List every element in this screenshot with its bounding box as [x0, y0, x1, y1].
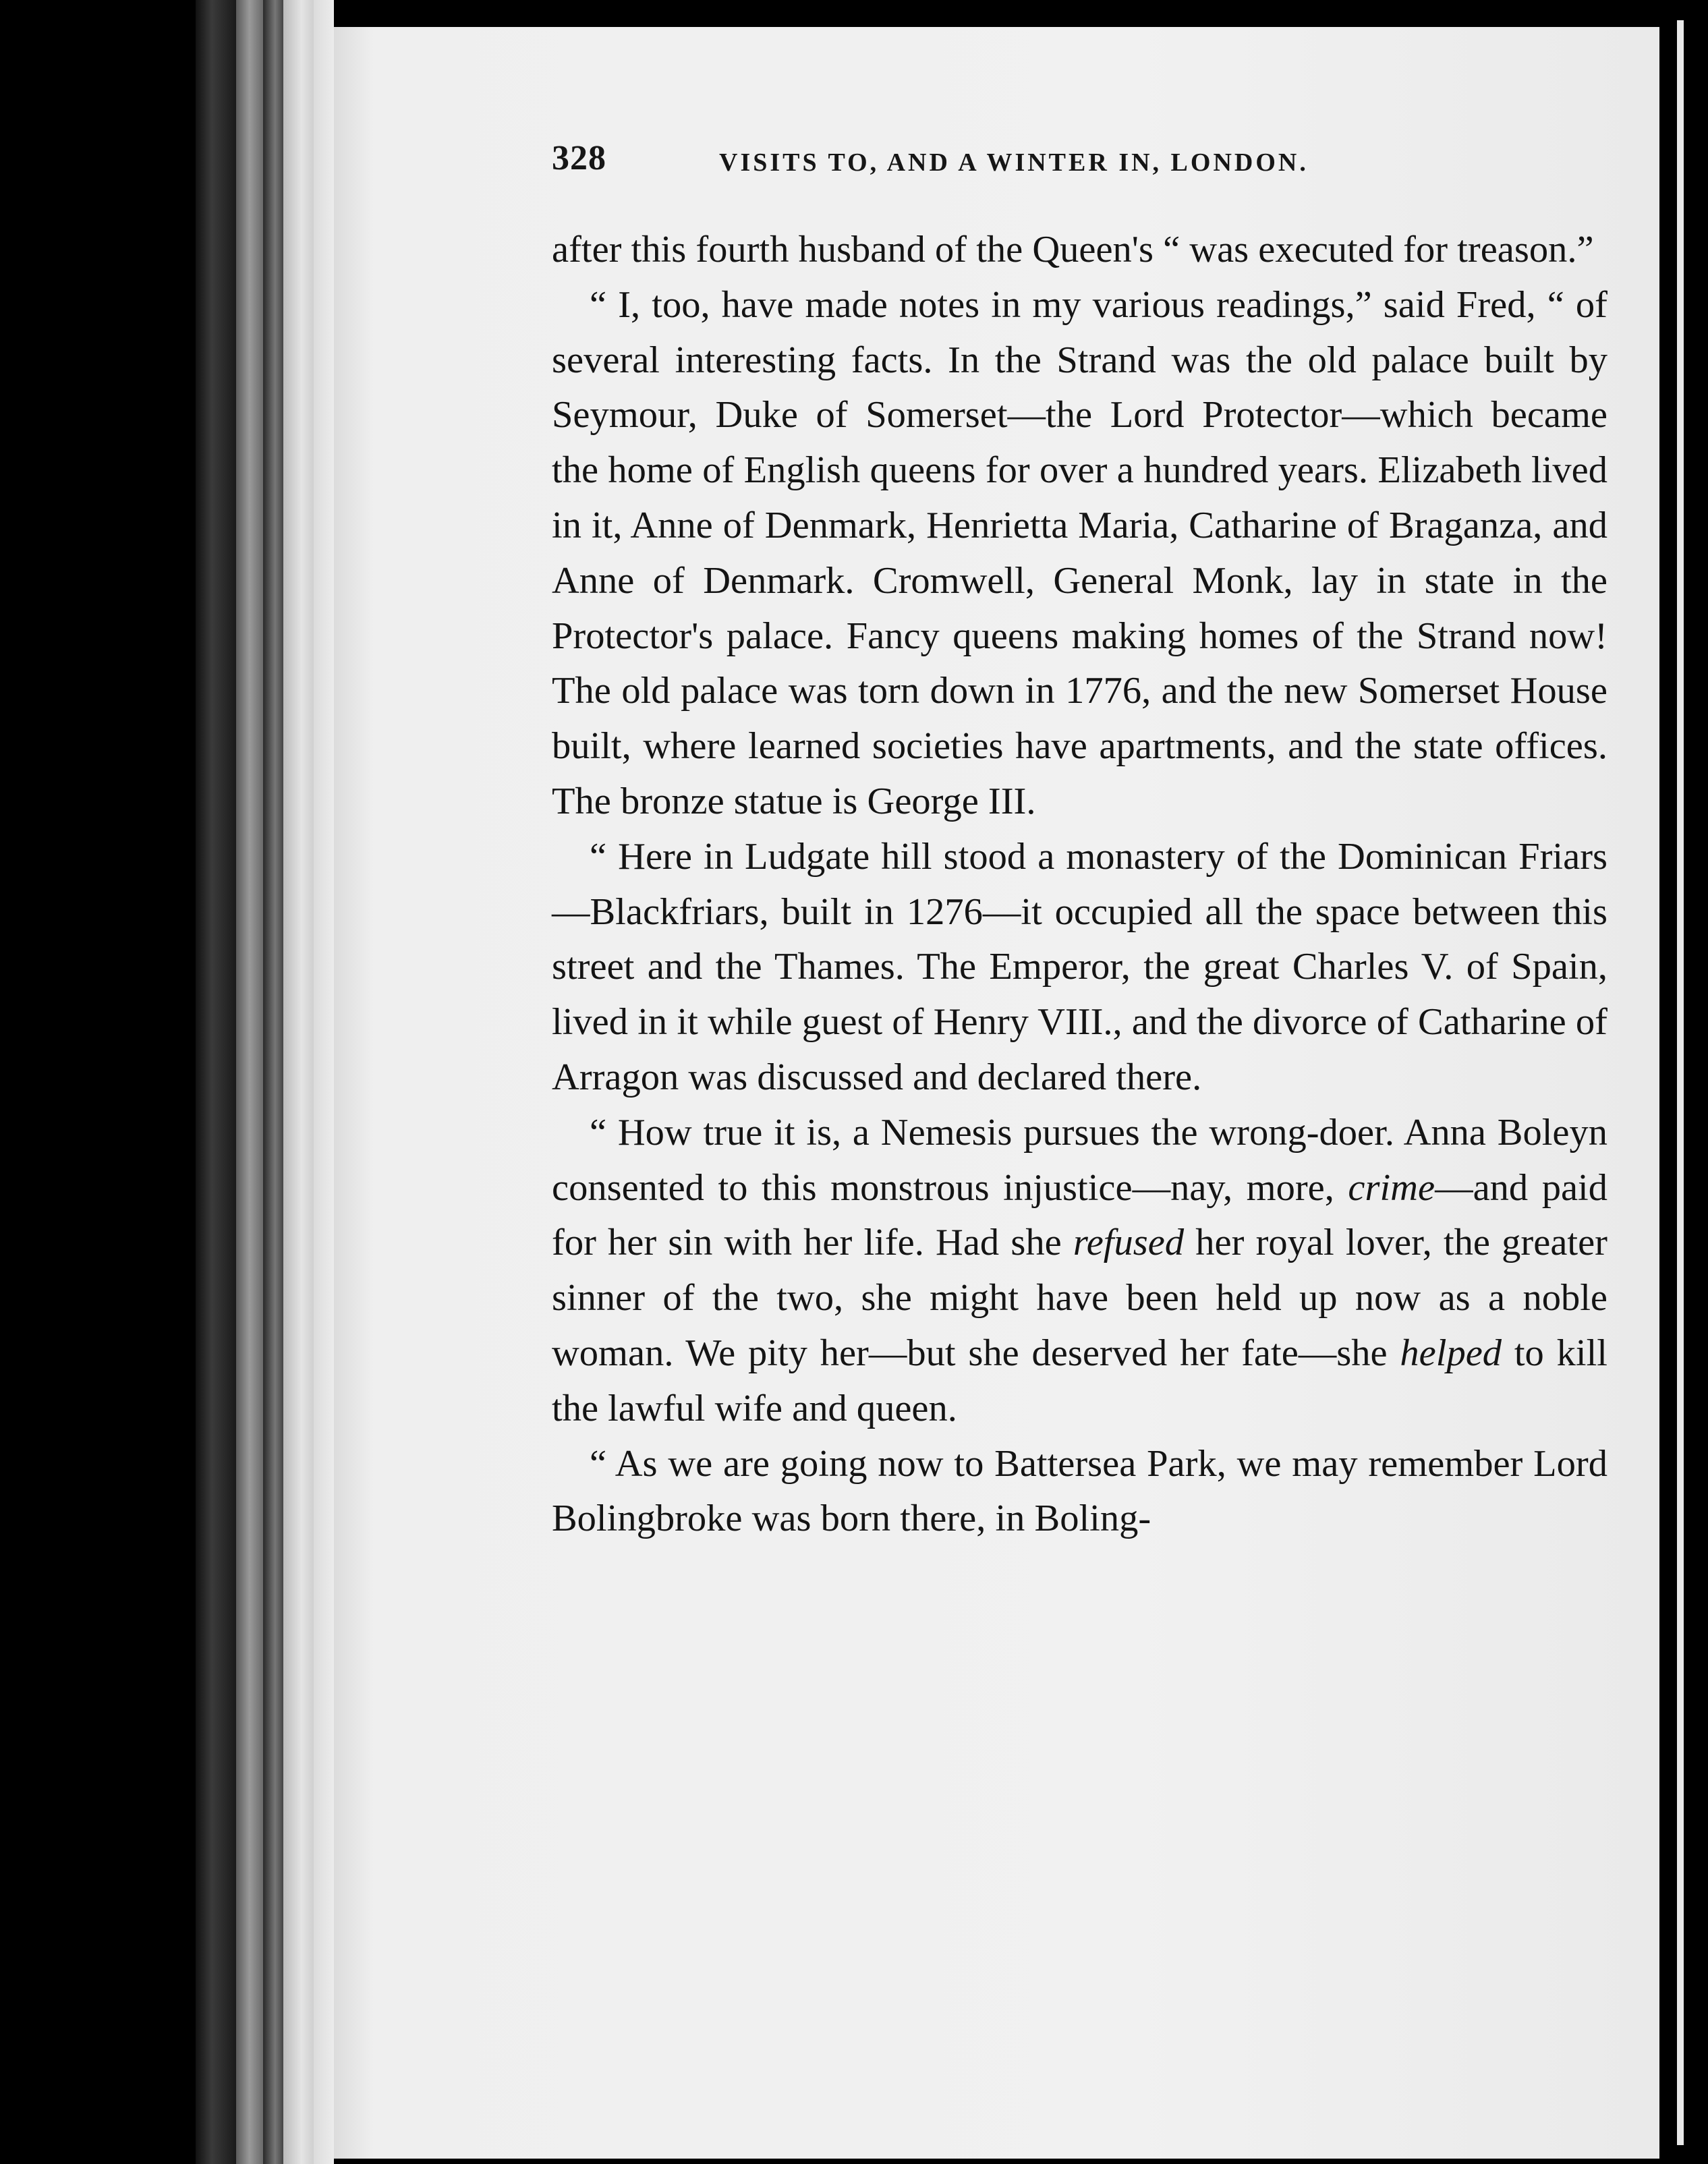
running-title: VISITS TO, AND A WINTER IN, LONDON.: [719, 148, 1309, 177]
body-text: [552, 223, 1607, 1547]
paragraph-3: “ Here in Ludgate hill stood a monastery of the Dominican Friars—Blackfriars, built in 1276—it occupied all the space between this street and the Thames. The Emperor, the great Charles V. of Spain, lived in it while guest of Henry VIII., and the divorce of Catharine of Arragon was discussed and declared there.: [552, 835, 1607, 1098]
page-edges-dark: [263, 0, 283, 2164]
emphasis-crime: crime: [1348, 1166, 1435, 1209]
right-border: [1659, 0, 1708, 2164]
binding-shadow: [196, 0, 236, 2164]
emphasis-helped: helped: [1400, 1332, 1502, 1374]
emphasis-refused: refused: [1073, 1222, 1185, 1264]
page-gutter: [314, 0, 334, 2164]
paragraph-4: [552, 1106, 1607, 1437]
paragraph-4-part-4: to kill the lawful wife and queen.: [552, 1332, 1607, 1429]
page-number: 328: [552, 139, 606, 177]
paragraph-2: “ I, too, have made notes in my various readings,” said Fred, “ of several interesting facts. In the Strand was the old palace built by Seymour, Duke of Somerset—the Lord Protector—which became the home of English queens for over a hundred years. Elizabeth lived in it, Anne of Denmark, Henrietta Maria, Catharine of Braganza, and Anne of Denmark. Cromwell, General Monk, lay in state in the Protector's palace. Fancy queens making homes of the Strand now! The old palace was torn down in 1776, and the new Somerset House built, where learned societies have apartments, and the state offices. The bronze statue is George III.: [552, 283, 1607, 822]
page-edges-light: [283, 0, 314, 2164]
page-edges: [236, 0, 263, 2164]
paragraph-5: “ As we are going now to Battersea Park, we may remember Lord Bolingbroke was born there, in Boling-: [552, 1442, 1607, 1540]
paragraph-4-part-2: —and paid for her sin with her life. Had she: [552, 1166, 1607, 1264]
paragraph-4-part-1: “ How true it is, a Nemesis pursues the wrong-doer. Anna Boleyn consented to this monstrous injustice—nay, more,: [552, 1111, 1607, 1209]
paragraph-1: after this fourth husband of the Queen's “ was executed for treason.”: [552, 229, 1594, 270]
adjacent-page-edge: [1677, 20, 1684, 2145]
paragraph-4-part-3: her royal lover, the greater sinner of the two, she might have been held up now as a noble woman. We pity her—but she deserved her fate—she: [552, 1222, 1607, 1374]
running-head: [552, 138, 1651, 186]
